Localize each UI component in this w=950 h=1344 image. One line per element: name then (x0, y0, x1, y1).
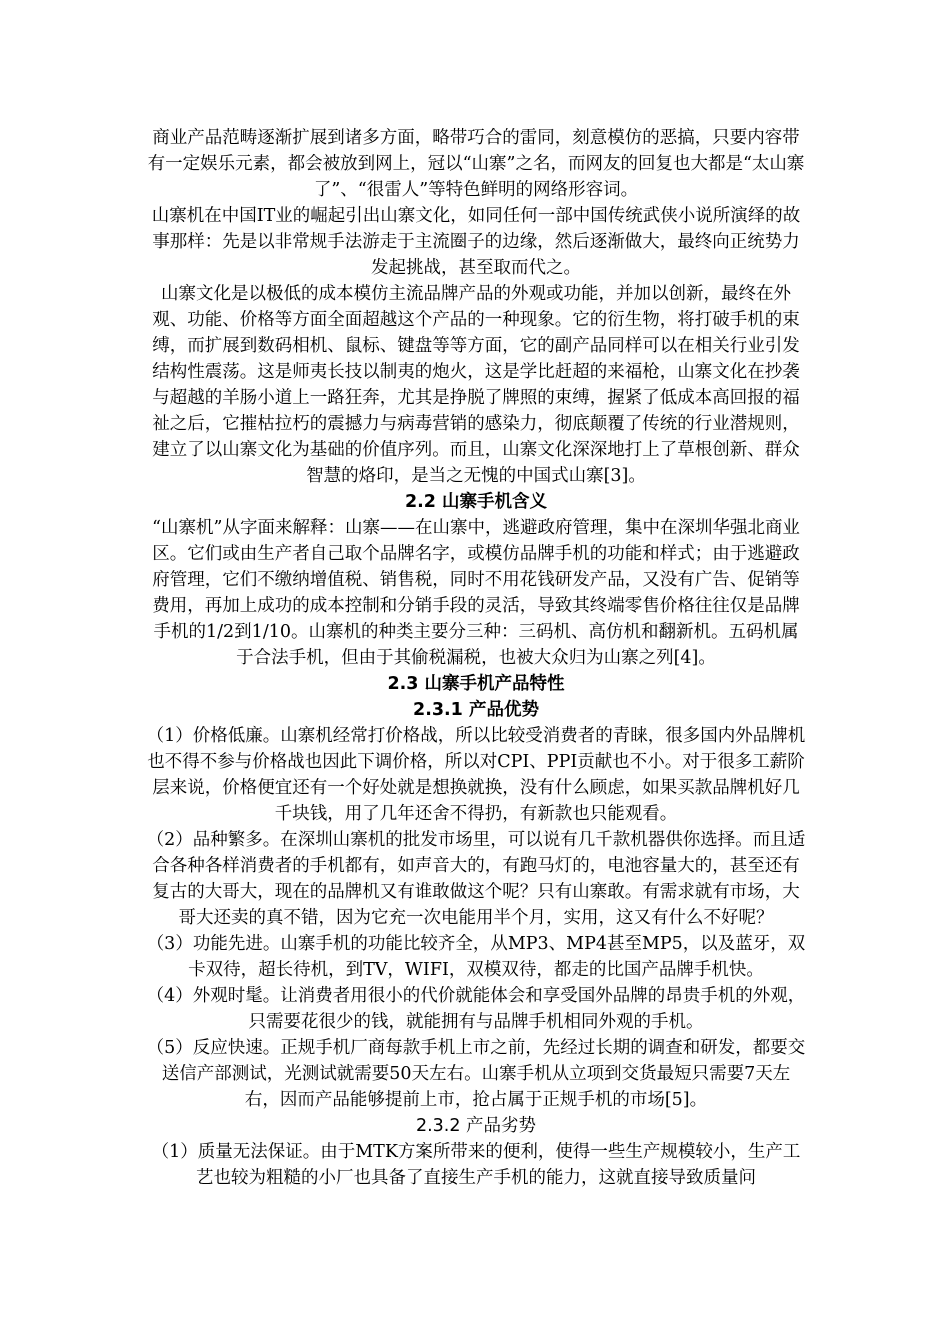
paragraph-shanzhai-culture-definition: 山寨文化是以极低的成本模仿主流品牌产品的外观或功能，并加以创新，最终在外观、功能、价格等方面全面超越这个产品的一种现象。它的衍生物，将打破手机的束缚，而扩展到数码相机、鼠标、键盘等等方面，它的副产品同样可以在相关行业引发结构性震荡。这是师夷长技以制夷的炮火，这是学比赶超的来福枪，山寨文化在抄袭与超越的羊肠小道上一路狂奔，尤其是挣脱了牌照的束缚，握紧了低成本高回报的福祉之后，它摧枯拉朽的震撼力与病毒营销的感染力，彻底颠覆了传统的行业潜规则，建立了以山寨文化为基础的价值序列。而且，山寨文化深深地打上了草根创新、群众智慧的烙印，是当之无愧的中国式山寨[3]。 (152, 284, 800, 486)
advantage-item-3: （3）功能先进。山寨手机的功能比较齐全，从MP3、MP4甚至MP5，以及蓝牙，双卡双待，超长待机，到TV，WIFI，双模双待，都走的比国产品牌手机快。 (146, 934, 806, 980)
document-page (146, 125, 806, 1191)
paragraph-shanzhai-scope: 商业产品范畴逐渐扩展到诸多方面，略带巧合的雷同，刻意模仿的恶搞，只要内容带有一定娱乐元素，都会被放到网上，冠以“山寨”之名，而网友的回复也大都是“太山寨了”、“很雷人”等特色鲜明的网络形容词。 (147, 128, 805, 200)
advantage-item-4: （4）外观时髦。让消费者用很小的代价就能体会和享受国外品牌的昂贵手机的外观，只需要花很少的钱，就能拥有与品牌手机相同外观的手机。 (146, 986, 806, 1032)
section-heading-2-3: 2.3 山寨手机产品特性 (387, 674, 565, 694)
advantage-item-2: （2）品种繁多。在深圳山寨机的批发市场里，可以说有几千款机器供你选择。而且适合各种各样消费者的手机都有，如声音大的，有跑马灯的，电池容量大的，甚至还有复古的大哥大，现在的品牌机又有谁敢做这个呢？只有山寨敢。有需求就有市场，大哥大还卖的真不错，因为它充一次电能用半个月，实用，这又有什么不好呢？ (146, 830, 806, 928)
disadvantage-item-1: （1）质量无法保证。由于MTK方案所带来的便利，使得一些生产规模较小，生产工艺也较为粗糙的小厂也具备了直接生产手机的能力，这就直接导致质量问 (151, 1142, 801, 1188)
section-heading-2-2: 2.2 山寨手机含义 (404, 492, 548, 512)
advantage-item-5: （5）反应快速。正规手机厂商每款手机上市之前，先经过长期的调查和研发，都要交送信产部测试，光测试就需要50天左右。山寨手机从立项到交货最短只需要7天左右，因而产品能够提前上市，抢占属于正规手机的市场[5]。 (146, 1038, 806, 1110)
advantage-item-1: （1）价格低廉。山寨机经常打价格战，所以比较受消费者的青睐，很多国内外品牌机也不得不参与价格战也因此下调价格，所以对CPI、PPI贡献也不小。对于很多工薪阶层来说，价格便宜还有一个好处就是想换就换，没有什么顾虑，如果买款品牌机好几千块钱，用了几年还舍不得扔，有新款也只能观看。 (146, 726, 806, 824)
subsection-heading-2-3-2: 2.3.2 产品劣势 (415, 1116, 537, 1136)
subsection-heading-2-3-1: 2.3.1 产品优势 (413, 700, 539, 720)
paragraph-shanzhai-culture-origin: 山寨机在中国IT业的崛起引出山寨文化，如同任何一部中国传统武侠小说所演绎的故事那样：先是以非常规手法游走于主流圈子的边缘，然后逐渐做大，最终向正统势力发起挑战，甚至取而代之。 (151, 206, 801, 278)
paragraph-shanzhai-phone-meaning: “山寨机”从字面来解释：山寨——在山寨中，逃避政府管理，集中在深圳华强北商业区。它们或由生产者自己取个品牌名字，或模仿品牌手机的功能和样式；由于逃避政府管理，它们不缴纳增值税、销售税，同时不用花钱研发产品，又没有广告、促销等费用，再加上成功的成本控制和分销手段的灵活，导致其终端零售价格往往仅是品牌手机的1/2到1/10。山寨机的种类主要分三种：三码机、高仿机和翻新机。五码机属于合法手机，但由于其偷税漏税，也被大众归为山寨之列[4]。 (152, 518, 800, 668)
